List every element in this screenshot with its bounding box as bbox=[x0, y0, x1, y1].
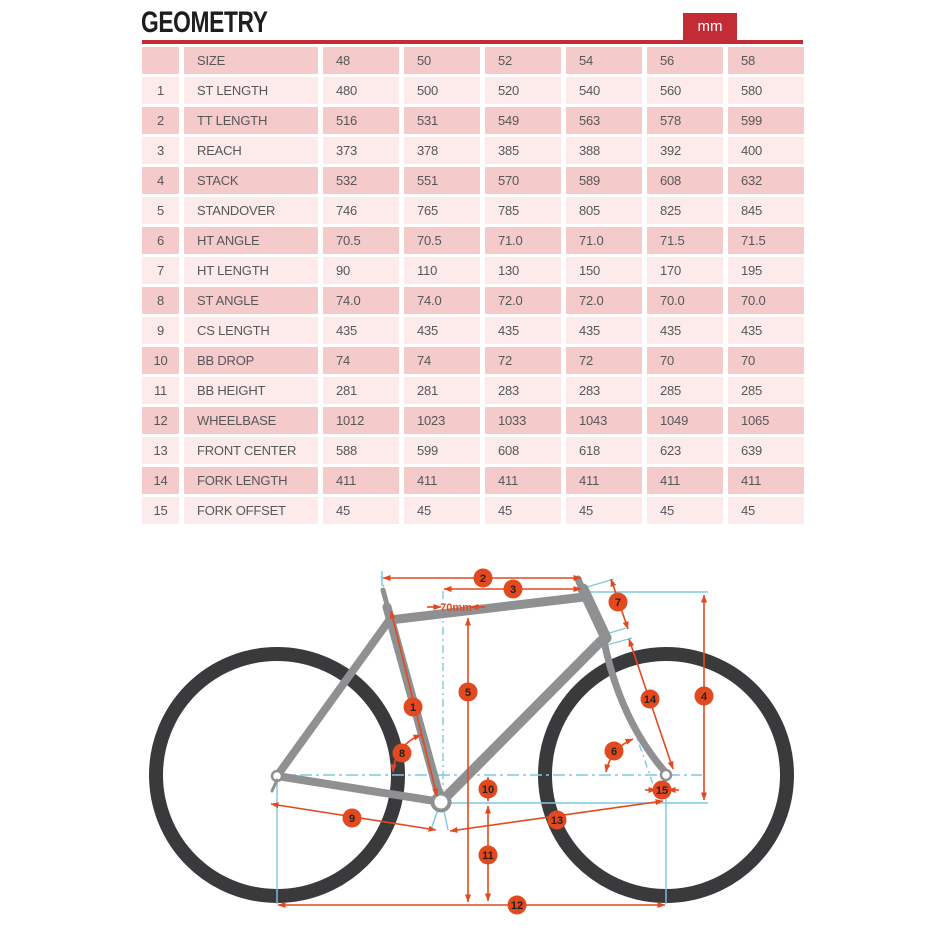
row-value: 825 bbox=[647, 197, 723, 224]
svg-text:1: 1 bbox=[409, 702, 417, 714]
callout-13 bbox=[548, 811, 567, 830]
row-value: 71.5 bbox=[647, 227, 723, 254]
row-number: 9 bbox=[142, 317, 179, 344]
row-label: ST LENGTH bbox=[184, 77, 318, 104]
row-value: 72 bbox=[485, 347, 561, 374]
row-label: TT LENGTH bbox=[184, 107, 318, 134]
row-value: 1043 bbox=[566, 407, 642, 434]
row-label: WHEELBASE bbox=[184, 407, 318, 434]
svg-text:13: 13 bbox=[550, 815, 564, 827]
callout-10 bbox=[479, 780, 498, 799]
header-size-value: 50 bbox=[404, 47, 480, 74]
row-number: 15 bbox=[142, 497, 179, 524]
row-label: BB DROP bbox=[184, 347, 318, 374]
row-number: 7 bbox=[142, 257, 179, 284]
svg-text:2: 2 bbox=[479, 573, 487, 585]
header-size-value: 56 bbox=[647, 47, 723, 74]
row-value: 285 bbox=[728, 377, 804, 404]
row-value: 72.0 bbox=[566, 287, 642, 314]
row-label: HT ANGLE bbox=[184, 227, 318, 254]
svg-text:5: 5 bbox=[464, 687, 472, 699]
row-value: 150 bbox=[566, 257, 642, 284]
row-number: 12 bbox=[142, 407, 179, 434]
row-value: 618 bbox=[566, 437, 642, 464]
svg-text:8: 8 bbox=[398, 748, 406, 760]
svg-text:9: 9 bbox=[348, 813, 356, 825]
callout-15 bbox=[653, 781, 672, 800]
callout-4 bbox=[695, 687, 714, 706]
row-value: 435 bbox=[647, 317, 723, 344]
row-value: 411 bbox=[323, 467, 399, 494]
row-value: 400 bbox=[728, 137, 804, 164]
callout-2 bbox=[474, 569, 493, 588]
title-underline bbox=[142, 40, 803, 44]
row-value: 588 bbox=[323, 437, 399, 464]
row-value: 45 bbox=[728, 497, 804, 524]
row-value: 632 bbox=[728, 167, 804, 194]
row-value: 378 bbox=[404, 137, 480, 164]
row-value: 599 bbox=[728, 107, 804, 134]
row-value: 540 bbox=[566, 77, 642, 104]
row-value: 45 bbox=[566, 497, 642, 524]
svg-text:6: 6 bbox=[610, 746, 618, 758]
callout-12 bbox=[508, 896, 527, 915]
row-value: 785 bbox=[485, 197, 561, 224]
row-number: 8 bbox=[142, 287, 179, 314]
header-size-value: 48 bbox=[323, 47, 399, 74]
row-value: 435 bbox=[728, 317, 804, 344]
callout-9 bbox=[343, 809, 362, 828]
row-value: 746 bbox=[323, 197, 399, 224]
header-size-value: 52 bbox=[485, 47, 561, 74]
row-value: 45 bbox=[323, 497, 399, 524]
row-number: 13 bbox=[142, 437, 179, 464]
row-value: 639 bbox=[728, 437, 804, 464]
row-value: 520 bbox=[485, 77, 561, 104]
row-value: 411 bbox=[647, 467, 723, 494]
row-value: 281 bbox=[323, 377, 399, 404]
row-value: 45 bbox=[404, 497, 480, 524]
callout-3 bbox=[504, 580, 523, 599]
row-number: 4 bbox=[142, 167, 179, 194]
row-value: 71.5 bbox=[728, 227, 804, 254]
callout-1 bbox=[404, 698, 423, 717]
header-corner-cell bbox=[142, 47, 179, 74]
row-value: 560 bbox=[647, 77, 723, 104]
row-value: 373 bbox=[323, 137, 399, 164]
row-number: 2 bbox=[142, 107, 179, 134]
callout-11 bbox=[479, 846, 498, 865]
header-size-label: SIZE bbox=[184, 47, 318, 74]
row-value: 580 bbox=[728, 77, 804, 104]
page-title: GEOMETRY bbox=[141, 6, 268, 39]
bottom-bracket bbox=[433, 794, 450, 811]
row-value: 570 bbox=[485, 167, 561, 194]
svg-text:12: 12 bbox=[510, 900, 524, 912]
svg-text:3: 3 bbox=[509, 584, 517, 596]
row-label: STACK bbox=[184, 167, 318, 194]
row-value: 130 bbox=[485, 257, 561, 284]
callout-6 bbox=[605, 742, 624, 761]
callout-14 bbox=[641, 690, 660, 709]
svg-text:4: 4 bbox=[700, 691, 708, 703]
row-number: 3 bbox=[142, 137, 179, 164]
row-label: FRONT CENTER bbox=[184, 437, 318, 464]
svg-text:7: 7 bbox=[614, 597, 622, 609]
row-label: FORK LENGTH bbox=[184, 467, 318, 494]
row-value: 599 bbox=[404, 437, 480, 464]
row-label: ST ANGLE bbox=[184, 287, 318, 314]
row-value: 388 bbox=[566, 137, 642, 164]
svg-text:14: 14 bbox=[643, 694, 657, 706]
row-value: 283 bbox=[566, 377, 642, 404]
row-value: 1023 bbox=[404, 407, 480, 434]
offset-70mm-label: 70mm bbox=[440, 602, 472, 614]
row-value: 411 bbox=[566, 467, 642, 494]
row-value: 1065 bbox=[728, 407, 804, 434]
row-value: 765 bbox=[404, 197, 480, 224]
row-value: 1033 bbox=[485, 407, 561, 434]
row-value: 71.0 bbox=[485, 227, 561, 254]
row-value: 70.5 bbox=[404, 227, 480, 254]
row-number: 1 bbox=[142, 77, 179, 104]
row-number: 10 bbox=[142, 347, 179, 374]
svg-text:10: 10 bbox=[481, 784, 495, 796]
row-label: FORK OFFSET bbox=[184, 497, 318, 524]
row-value: 532 bbox=[323, 167, 399, 194]
row-number: 6 bbox=[142, 227, 179, 254]
row-label: HT LENGTH bbox=[184, 257, 318, 284]
row-value: 578 bbox=[647, 107, 723, 134]
svg-text:11: 11 bbox=[482, 850, 494, 862]
row-value: 45 bbox=[485, 497, 561, 524]
row-value: 435 bbox=[485, 317, 561, 344]
row-value: 480 bbox=[323, 77, 399, 104]
row-value: 90 bbox=[323, 257, 399, 284]
row-value: 392 bbox=[647, 137, 723, 164]
row-value: 563 bbox=[566, 107, 642, 134]
row-value: 285 bbox=[647, 377, 723, 404]
row-number: 11 bbox=[142, 377, 179, 404]
row-value: 195 bbox=[728, 257, 804, 284]
row-value: 74.0 bbox=[323, 287, 399, 314]
row-value: 549 bbox=[485, 107, 561, 134]
svg-text:15: 15 bbox=[655, 785, 669, 797]
row-value: 411 bbox=[728, 467, 804, 494]
row-value: 71.0 bbox=[566, 227, 642, 254]
row-value: 74.0 bbox=[404, 287, 480, 314]
row-label: STANDOVER bbox=[184, 197, 318, 224]
geometry-table bbox=[142, 47, 804, 524]
row-value: 500 bbox=[404, 77, 480, 104]
row-number: 5 bbox=[142, 197, 179, 224]
row-value: 70.0 bbox=[647, 287, 723, 314]
row-value: 72.0 bbox=[485, 287, 561, 314]
row-value: 411 bbox=[404, 467, 480, 494]
callout-8 bbox=[393, 744, 412, 763]
row-value: 435 bbox=[404, 317, 480, 344]
row-number: 14 bbox=[142, 467, 179, 494]
row-value: 74 bbox=[323, 347, 399, 374]
row-value: 551 bbox=[404, 167, 480, 194]
row-value: 283 bbox=[485, 377, 561, 404]
row-value: 170 bbox=[647, 257, 723, 284]
row-value: 1049 bbox=[647, 407, 723, 434]
row-value: 72 bbox=[566, 347, 642, 374]
row-value: 623 bbox=[647, 437, 723, 464]
row-value: 589 bbox=[566, 167, 642, 194]
row-value: 435 bbox=[566, 317, 642, 344]
row-value: 608 bbox=[485, 437, 561, 464]
row-value: 608 bbox=[647, 167, 723, 194]
row-value: 411 bbox=[485, 467, 561, 494]
row-label: REACH bbox=[184, 137, 318, 164]
row-value: 74 bbox=[404, 347, 480, 374]
row-label: BB HEIGHT bbox=[184, 377, 318, 404]
row-value: 516 bbox=[323, 107, 399, 134]
row-value: 281 bbox=[404, 377, 480, 404]
row-value: 70.5 bbox=[323, 227, 399, 254]
row-value: 110 bbox=[404, 257, 480, 284]
row-value: 1012 bbox=[323, 407, 399, 434]
row-value: 845 bbox=[728, 197, 804, 224]
row-value: 70 bbox=[647, 347, 723, 374]
unit-badge: mm bbox=[683, 13, 737, 40]
row-value: 385 bbox=[485, 137, 561, 164]
row-value: 805 bbox=[566, 197, 642, 224]
callout-5 bbox=[459, 683, 478, 702]
front-dropout bbox=[661, 770, 671, 780]
row-label: CS LENGTH bbox=[184, 317, 318, 344]
row-value: 435 bbox=[323, 317, 399, 344]
row-value: 531 bbox=[404, 107, 480, 134]
row-value: 70 bbox=[728, 347, 804, 374]
header-size-value: 54 bbox=[566, 47, 642, 74]
header-size-value: 58 bbox=[728, 47, 804, 74]
bike-geometry-diagram bbox=[0, 552, 940, 940]
row-value: 45 bbox=[647, 497, 723, 524]
row-value: 70.0 bbox=[728, 287, 804, 314]
callout-7 bbox=[609, 593, 628, 612]
